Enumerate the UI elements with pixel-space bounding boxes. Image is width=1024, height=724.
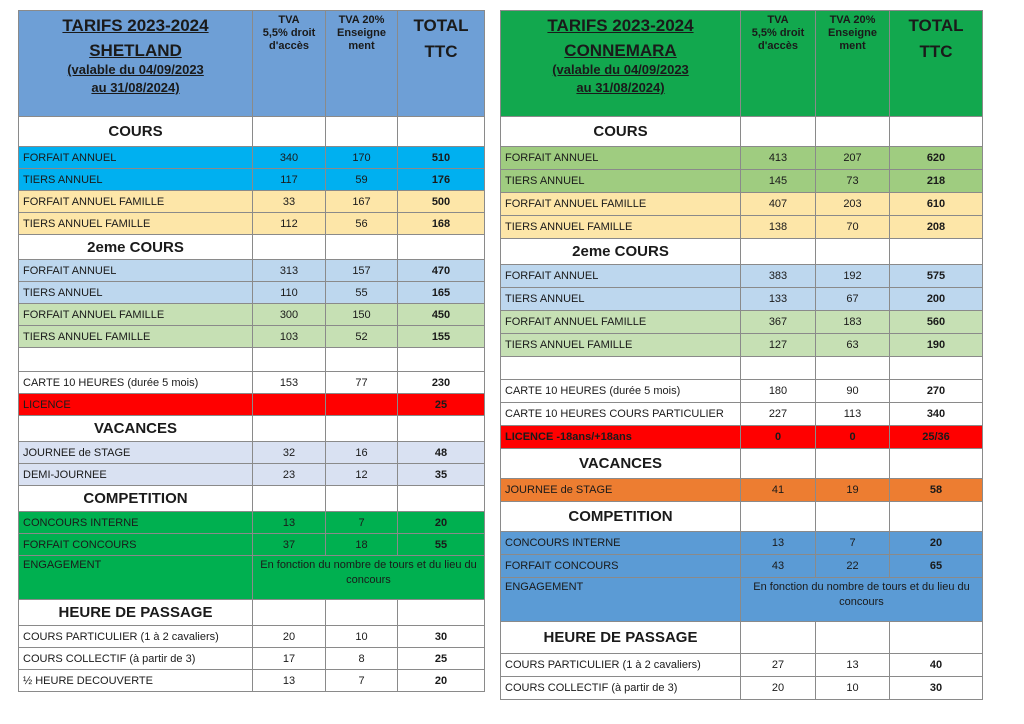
shetland-tva-20-column-header-line: ment (348, 40, 375, 52)
connemara-tva-20-column-header-line: TVA 20% (829, 14, 876, 26)
tva-5-5-value: 43 (741, 555, 816, 578)
empty-cell (398, 416, 485, 442)
tva-5-5-value: 33 (253, 191, 326, 213)
price-row (19, 372, 485, 394)
total-ttc-value: 208 (890, 216, 983, 239)
tva-20-value: 150 (326, 304, 398, 326)
tva-5-5-value (253, 394, 326, 416)
price-row (19, 670, 485, 692)
total-ttc-value: 575 (890, 265, 983, 288)
tva-20-value: 67 (816, 288, 890, 311)
tva-20-value: 167 (326, 191, 398, 213)
row-label: TIERS ANNUEL FAMILLE (501, 216, 741, 239)
empty-cell (816, 622, 890, 654)
empty-cell (816, 449, 890, 479)
section-row (19, 235, 485, 260)
empty-cell (890, 622, 983, 654)
row-label: TIERS ANNUEL FAMILLE (19, 326, 253, 348)
price-row (501, 288, 983, 311)
tva-5-5-value: 17 (253, 648, 326, 670)
section-row (501, 239, 983, 265)
price-row (19, 512, 485, 534)
empty-cell (741, 449, 816, 479)
empty-cell (398, 348, 485, 372)
empty-cell (326, 117, 398, 147)
empty-cell (741, 357, 816, 380)
empty-cell (253, 486, 326, 512)
section-row (501, 117, 983, 147)
tva-5-5-value: 133 (741, 288, 816, 311)
tva-5-5-value: 145 (741, 170, 816, 193)
total-ttc-value: 30 (890, 677, 983, 700)
empty-cell (890, 117, 983, 147)
tva-20-value (326, 394, 398, 416)
tva-5-5-value: 383 (741, 265, 816, 288)
blank-row (501, 357, 983, 380)
total-ttc-value: 20 (890, 532, 983, 555)
row-label: ENGAGEMENT (501, 578, 741, 622)
row-label: CARTE 10 HEURES (durée 5 mois) (19, 372, 253, 394)
price-row (19, 464, 485, 486)
total-ttc-value: 55 (398, 534, 485, 556)
tva-20-value: 192 (816, 265, 890, 288)
section-row (501, 622, 983, 654)
empty-cell (398, 117, 485, 147)
engagement-note: En fonction du nombre de tours et du lieu du concours (741, 578, 983, 622)
tva-5-5-value: 13 (253, 512, 326, 534)
shetland-total-ttc-column-header-line: TTC (424, 42, 458, 61)
price-row (19, 147, 485, 169)
tva-5-5-value: 340 (253, 147, 326, 169)
price-row (501, 193, 983, 216)
price-row (19, 534, 485, 556)
tva-5-5-value: 367 (741, 311, 816, 334)
empty-cell (398, 486, 485, 512)
row-label: COURS PARTICULIER (1 à 2 cavaliers) (19, 626, 253, 648)
price-row (19, 394, 485, 416)
tva-20-value: 207 (816, 147, 890, 170)
empty-cell (816, 239, 890, 265)
total-ttc-value: 270 (890, 380, 983, 403)
tva-20-value: 52 (326, 326, 398, 348)
row-label: TIERS ANNUEL FAMILLE (19, 213, 253, 235)
row-label: TIERS ANNUEL (19, 169, 253, 191)
tva-5-5-value: 13 (253, 670, 326, 692)
price-row (19, 304, 485, 326)
total-ttc-value: 218 (890, 170, 983, 193)
row-label: LICENCE (19, 394, 253, 416)
row-label: FORFAIT ANNUEL (501, 265, 741, 288)
total-ttc-value: 48 (398, 442, 485, 464)
tva-20-value: 22 (816, 555, 890, 578)
empty-cell (326, 235, 398, 260)
total-ttc-value: 25 (398, 648, 485, 670)
shetland-name: SHETLAND (89, 41, 182, 60)
total-ttc-value: 155 (398, 326, 485, 348)
tva-20-value: 77 (326, 372, 398, 394)
tva-20-value: 183 (816, 311, 890, 334)
total-ttc-value: 168 (398, 213, 485, 235)
price-row (501, 147, 983, 170)
tva-5-5-value: 37 (253, 534, 326, 556)
price-row (19, 282, 485, 304)
tva-5-5-value: 138 (741, 216, 816, 239)
tva-20-value: 7 (326, 512, 398, 534)
tva-5-5-value: 103 (253, 326, 326, 348)
connemara-valid-line1: (valable du 04/09/2023 (552, 62, 689, 77)
price-row (501, 426, 983, 449)
total-ttc-value: 230 (398, 372, 485, 394)
tva-5-5-value: 180 (741, 380, 816, 403)
section-title: 2eme COURS (501, 239, 741, 265)
connemara-tva-5-5-column-header-line: d'accès (758, 40, 798, 52)
row-label: JOURNEE de STAGE (19, 442, 253, 464)
total-ttc-value: 30 (398, 626, 485, 648)
price-row (501, 334, 983, 357)
connemara-title-cell (501, 11, 741, 117)
price-row (19, 169, 485, 191)
empty-cell (253, 117, 326, 147)
total-ttc-value: 20 (398, 670, 485, 692)
shetland-tva-20-column-header-line: TVA 20% (338, 14, 385, 26)
row-label: FORFAIT ANNUEL (19, 147, 253, 169)
connemara-total-ttc-column-header-line: TOTAL (908, 16, 964, 35)
total-ttc-value: 610 (890, 193, 983, 216)
price-row (501, 555, 983, 578)
section-title: HEURE DE PASSAGE (19, 600, 253, 626)
price-row (501, 170, 983, 193)
section-title: COMPETITION (19, 486, 253, 512)
tva-20-value: 59 (326, 169, 398, 191)
empty-cell (326, 600, 398, 626)
connemara-tva-20-column-header-line: ment (839, 40, 866, 52)
shetland-header-row (19, 11, 485, 117)
connemara-tva-5-5-column-header (741, 11, 816, 117)
tva-5-5-value: 413 (741, 147, 816, 170)
connemara-total-ttc-column-header (890, 11, 983, 117)
section-title: VACANCES (19, 416, 253, 442)
tva-20-value: 63 (816, 334, 890, 357)
tva-5-5-value: 23 (253, 464, 326, 486)
blank-row (19, 348, 485, 372)
tva-20-value: 55 (326, 282, 398, 304)
tva-20-value: 13 (816, 654, 890, 677)
total-ttc-value: 176 (398, 169, 485, 191)
section-title: 2eme COURS (19, 235, 253, 260)
total-ttc-value: 200 (890, 288, 983, 311)
empty-cell (816, 117, 890, 147)
tva-5-5-value: 153 (253, 372, 326, 394)
tva-20-value: 70 (816, 216, 890, 239)
tva-20-value: 73 (816, 170, 890, 193)
row-label: COURS PARTICULIER (1 à 2 cavaliers) (501, 654, 741, 677)
tva-20-value: 170 (326, 147, 398, 169)
section-row (501, 449, 983, 479)
tva-5-5-value: 227 (741, 403, 816, 426)
shetland-total-ttc-column-header (398, 11, 485, 117)
tva-5-5-value: 32 (253, 442, 326, 464)
tva-5-5-value: 20 (253, 626, 326, 648)
connemara-tva-20-column-header-line: Enseigne (828, 27, 877, 39)
empty-cell (253, 600, 326, 626)
price-row (501, 216, 983, 239)
shetland-tva-5-5-column-header-line: d'accès (269, 40, 309, 52)
price-row (501, 654, 983, 677)
tva-5-5-value: 300 (253, 304, 326, 326)
price-row (19, 326, 485, 348)
empty-cell (890, 502, 983, 532)
shetland-tva-20-column-header (326, 11, 398, 117)
shetland-valid-line1: (valable du 04/09/2023 (67, 62, 204, 77)
price-row (19, 213, 485, 235)
row-label: FORFAIT ANNUEL (501, 147, 741, 170)
engagement-note: En fonction du nombre de tours et du lieu du concours (253, 556, 485, 600)
section-title: VACANCES (501, 449, 741, 479)
engagement-row (19, 556, 485, 600)
empty-cell (19, 348, 253, 372)
shetland-title-cell (19, 11, 253, 117)
row-label: FORFAIT CONCOURS (19, 534, 253, 556)
tva-20-value: 7 (816, 532, 890, 555)
total-ttc-value: 40 (890, 654, 983, 677)
tva-20-value: 113 (816, 403, 890, 426)
section-row (19, 600, 485, 626)
empty-cell (326, 486, 398, 512)
section-row (19, 416, 485, 442)
price-row (501, 677, 983, 700)
price-row (501, 265, 983, 288)
price-row (19, 648, 485, 670)
total-ttc-value: 510 (398, 147, 485, 169)
tva-5-5-value: 110 (253, 282, 326, 304)
total-ttc-value: 190 (890, 334, 983, 357)
row-label: CARTE 10 HEURES (durée 5 mois) (501, 380, 741, 403)
tva-20-value: 8 (326, 648, 398, 670)
tva-5-5-value: 407 (741, 193, 816, 216)
row-label: CONCOURS INTERNE (19, 512, 253, 534)
tva-5-5-value: 112 (253, 213, 326, 235)
shetland-title: TARIFS 2023-2024 (62, 16, 209, 35)
row-label: TIERS ANNUEL (501, 170, 741, 193)
connemara-name: CONNEMARA (564, 41, 677, 60)
empty-cell (741, 502, 816, 532)
section-row (501, 502, 983, 532)
row-label: COURS COLLECTIF (à partir de 3) (501, 677, 741, 700)
row-label: FORFAIT ANNUEL FAMILLE (501, 311, 741, 334)
tva-5-5-value: 127 (741, 334, 816, 357)
row-label: TIERS ANNUEL FAMILLE (501, 334, 741, 357)
row-label: ½ HEURE DECOUVERTE (19, 670, 253, 692)
tva-20-value: 56 (326, 213, 398, 235)
tva-5-5-value: 27 (741, 654, 816, 677)
total-ttc-value: 25/36 (890, 426, 983, 449)
empty-cell (816, 357, 890, 380)
row-label: ENGAGEMENT (19, 556, 253, 600)
price-row (19, 442, 485, 464)
row-label: DEMI-JOURNEE (19, 464, 253, 486)
section-title: HEURE DE PASSAGE (501, 622, 741, 654)
empty-cell (326, 348, 398, 372)
empty-cell (741, 239, 816, 265)
row-label: CARTE 10 HEURES COURS PARTICULIER (501, 403, 741, 426)
empty-cell (741, 117, 816, 147)
row-label: FORFAIT ANNUEL (19, 260, 253, 282)
empty-cell (890, 449, 983, 479)
row-label: FORFAIT ANNUEL FAMILLE (501, 193, 741, 216)
total-ttc-value: 560 (890, 311, 983, 334)
row-label: FORFAIT ANNUEL FAMILLE (19, 191, 253, 213)
total-ttc-value: 165 (398, 282, 485, 304)
empty-cell (253, 416, 326, 442)
tva-5-5-value: 13 (741, 532, 816, 555)
tva-20-value: 90 (816, 380, 890, 403)
connemara-title: TARIFS 2023-2024 (547, 16, 694, 35)
row-label: FORFAIT CONCOURS (501, 555, 741, 578)
price-row (501, 403, 983, 426)
shetland-tva-5-5-column-header (253, 11, 326, 117)
price-row (501, 479, 983, 502)
connemara-tva-5-5-column-header-line: 5,5% droit (751, 27, 805, 39)
empty-cell (816, 502, 890, 532)
shetland-tva-5-5-column-header-line: 5,5% droit (262, 27, 316, 39)
row-label: JOURNEE de STAGE (501, 479, 741, 502)
price-row (501, 311, 983, 334)
tva-5-5-value: 20 (741, 677, 816, 700)
price-row (19, 191, 485, 213)
tva-20-value: 16 (326, 442, 398, 464)
price-row (19, 260, 485, 282)
shetland-tva-5-5-column-header-line: TVA (278, 14, 300, 26)
price-row (501, 532, 983, 555)
row-label: TIERS ANNUEL (19, 282, 253, 304)
price-row (19, 626, 485, 648)
total-ttc-value: 35 (398, 464, 485, 486)
tva-20-value: 157 (326, 260, 398, 282)
connemara-total-ttc-column-header-line: TTC (919, 42, 953, 61)
empty-cell (890, 239, 983, 265)
section-row (19, 117, 485, 147)
empty-cell (326, 416, 398, 442)
connemara-header-row (501, 11, 983, 117)
tva-5-5-value: 0 (741, 426, 816, 449)
price-row (501, 380, 983, 403)
row-label: CONCOURS INTERNE (501, 532, 741, 555)
connemara-tva-5-5-column-header-line: TVA (767, 14, 789, 26)
connemara-valid-line2: au 31/08/2024) (576, 80, 665, 95)
total-ttc-value: 450 (398, 304, 485, 326)
empty-cell (741, 622, 816, 654)
tva-20-value: 10 (326, 626, 398, 648)
empty-cell (890, 357, 983, 380)
tva-20-value: 12 (326, 464, 398, 486)
tva-5-5-value: 117 (253, 169, 326, 191)
tva-20-value: 10 (816, 677, 890, 700)
tva-5-5-value: 313 (253, 260, 326, 282)
empty-cell (398, 600, 485, 626)
tva-20-value: 18 (326, 534, 398, 556)
section-title: COURS (19, 117, 253, 147)
tva-5-5-value: 41 (741, 479, 816, 502)
total-ttc-value: 65 (890, 555, 983, 578)
section-row (19, 486, 485, 512)
section-title: COMPETITION (501, 502, 741, 532)
total-ttc-value: 620 (890, 147, 983, 170)
shetland-valid-line2: au 31/08/2024) (91, 80, 180, 95)
total-ttc-value: 500 (398, 191, 485, 213)
tva-20-value: 7 (326, 670, 398, 692)
row-label: LICENCE -18ans/+18ans (501, 426, 741, 449)
total-ttc-value: 58 (890, 479, 983, 502)
tva-20-value: 0 (816, 426, 890, 449)
row-label: FORFAIT ANNUEL FAMILLE (19, 304, 253, 326)
total-ttc-value: 470 (398, 260, 485, 282)
row-label: TIERS ANNUEL (501, 288, 741, 311)
shetland-total-ttc-column-header-line: TOTAL (413, 16, 469, 35)
connemara-tva-20-column-header (816, 11, 890, 117)
engagement-row (501, 578, 983, 622)
tva-20-value: 203 (816, 193, 890, 216)
empty-cell (398, 235, 485, 260)
empty-cell (253, 235, 326, 260)
section-title: COURS (501, 117, 741, 147)
total-ttc-value: 340 (890, 403, 983, 426)
total-ttc-value: 25 (398, 394, 485, 416)
shetland-price-table (18, 10, 485, 692)
shetland-tva-20-column-header-line: Enseigne (337, 27, 386, 39)
row-label: COURS COLLECTIF (à partir de 3) (19, 648, 253, 670)
empty-cell (253, 348, 326, 372)
empty-cell (501, 357, 741, 380)
total-ttc-value: 20 (398, 512, 485, 534)
tva-20-value: 19 (816, 479, 890, 502)
connemara-price-table (500, 10, 983, 700)
